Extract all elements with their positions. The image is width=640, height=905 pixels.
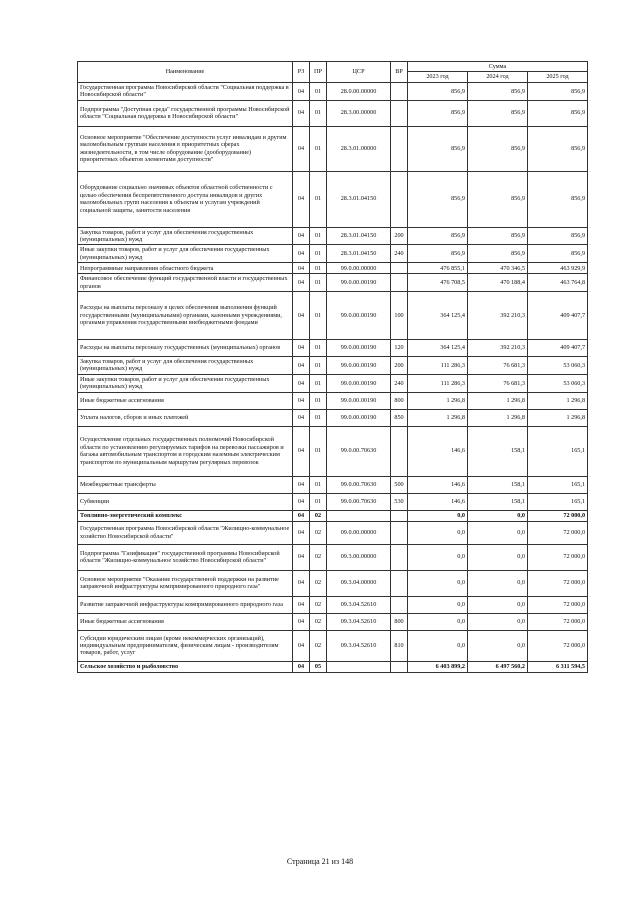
budget-table [77, 61, 588, 673]
table-row [78, 274, 588, 292]
budget-table-sheet [77, 61, 587, 673]
row-vr [391, 661, 408, 672]
row-value-2024: 856,9 [468, 227, 528, 245]
row-pr: 01 [310, 493, 327, 510]
row-rz: 04 [293, 409, 310, 426]
row-rz: 04 [293, 510, 310, 521]
row-csr: 09.3.04.52610 [327, 630, 391, 661]
row-value-2023: 6 403 899,2 [408, 661, 468, 672]
row-csr: 28.3.00.00000 [327, 100, 391, 126]
row-rz: 04 [293, 544, 310, 570]
row-pr: 02 [310, 521, 327, 544]
row-value-2023: 856,9 [408, 227, 468, 245]
row-pr: 02 [310, 596, 327, 613]
row-value-2024: 856,9 [468, 126, 528, 171]
row-csr: 28.0.00.00000 [327, 82, 391, 100]
row-value-2023: 1 296,8 [408, 392, 468, 409]
row-value-2024: 76 681,3 [468, 374, 528, 392]
table-row [78, 493, 588, 510]
row-value-2025: 72 000,0 [528, 544, 588, 570]
row-name: Иные закупки товаров, работ и услуг для обеспечения государственных (муниципальных) нужд [78, 245, 293, 263]
row-pr: 01 [310, 340, 327, 357]
row-vr [391, 171, 408, 227]
header-csr: ЦСР [327, 62, 391, 83]
row-name: Расходы на выплаты персоналу государственных (муниципальных) органов [78, 340, 293, 357]
row-pr: 01 [310, 274, 327, 292]
table-row [78, 476, 588, 493]
row-csr: 09.3.00.00000 [327, 544, 391, 570]
header-name: Наименование [78, 62, 293, 83]
row-pr: 01 [310, 392, 327, 409]
row-name: Подпрограмма "Газификация" государственной программы Новосибирской области "Жилищно-коммунальное хозяйство Новосибирской области" [78, 544, 293, 570]
row-rz: 04 [293, 292, 310, 340]
header-sum: Сумма [408, 62, 588, 72]
row-rz: 04 [293, 126, 310, 171]
table-row [78, 374, 588, 392]
row-value-2025: 856,9 [528, 227, 588, 245]
row-value-2025: 1 296,8 [528, 392, 588, 409]
row-csr: 28.3.01.00000 [327, 126, 391, 171]
table-row [78, 544, 588, 570]
row-value-2025: 409 407,7 [528, 340, 588, 357]
row-value-2025: 72 000,0 [528, 570, 588, 596]
row-csr [327, 510, 391, 521]
row-value-2024: 0,0 [468, 521, 528, 544]
row-csr: 09.3.04.52610 [327, 596, 391, 613]
row-value-2024: 1 296,8 [468, 409, 528, 426]
row-pr: 01 [310, 227, 327, 245]
row-csr: 09.3.04.00000 [327, 570, 391, 596]
row-pr: 01 [310, 82, 327, 100]
row-csr: 28.3.01.04150 [327, 171, 391, 227]
row-vr: 810 [391, 630, 408, 661]
row-value-2023: 111 286,3 [408, 357, 468, 375]
table-row [78, 570, 588, 596]
row-pr: 01 [310, 263, 327, 274]
row-vr [391, 263, 408, 274]
row-pr: 01 [310, 357, 327, 375]
row-value-2024: 76 681,3 [468, 357, 528, 375]
row-value-2023: 146,6 [408, 476, 468, 493]
row-csr: 99.0.00.70630 [327, 476, 391, 493]
row-pr: 01 [310, 292, 327, 340]
row-name: Сельское хозяйство и рыболовство [78, 661, 293, 672]
row-value-2025: 72 000,0 [528, 521, 588, 544]
row-rz: 04 [293, 100, 310, 126]
row-value-2023: 111 286,3 [408, 374, 468, 392]
row-rz: 04 [293, 245, 310, 263]
row-vr [391, 544, 408, 570]
table-row [78, 409, 588, 426]
row-name: Закупка товаров, работ и услуг для обеспечения государственных (муниципальных) нужд [78, 357, 293, 375]
row-value-2024: 158,1 [468, 426, 528, 476]
table-row [78, 426, 588, 476]
row-value-2024: 0,0 [468, 596, 528, 613]
row-value-2025: 53 060,3 [528, 357, 588, 375]
row-vr [391, 570, 408, 596]
row-pr: 02 [310, 570, 327, 596]
row-name: Расходы на выплаты персоналу в целях обеспечения выполнения функций государственными (муниципальными) органами, казенными учреждениями, органами управления государственными внебюджетными фондами [78, 292, 293, 340]
table-row [78, 613, 588, 630]
row-pr: 01 [310, 409, 327, 426]
row-pr: 02 [310, 630, 327, 661]
row-value-2023: 0,0 [408, 613, 468, 630]
row-rz: 04 [293, 661, 310, 672]
row-vr: 200 [391, 357, 408, 375]
row-value-2024: 392 210,3 [468, 292, 528, 340]
row-value-2024: 6 497 560,2 [468, 661, 528, 672]
table-row [78, 596, 588, 613]
header-year-2024: 2024 год [468, 72, 528, 82]
row-value-2023: 146,6 [408, 426, 468, 476]
row-vr: 120 [391, 340, 408, 357]
row-value-2024: 856,9 [468, 100, 528, 126]
row-name: Закупка товаров, работ и услуг для обеспечения государственных (муниципальных) нужд [78, 227, 293, 245]
row-csr: 99.0.00.00190 [327, 392, 391, 409]
header-rz: РЗ [293, 62, 310, 83]
row-pr: 02 [310, 510, 327, 521]
table-row [78, 227, 588, 245]
row-value-2024: 470 346,5 [468, 263, 528, 274]
row-vr: 530 [391, 493, 408, 510]
row-name: Осуществление отдельных государственных полномочий Новосибирской области по установлению регулируемых тарифов на перевозки пассажиров и багажа автомобильным транспортом и городским наземным электрическим транспортом по муниципальным маршрутам регулярных перевозок [78, 426, 293, 476]
row-vr [391, 426, 408, 476]
row-value-2025: 856,9 [528, 245, 588, 263]
row-value-2025: 856,9 [528, 126, 588, 171]
table-row [78, 263, 588, 274]
header-vr: ВР [391, 62, 408, 83]
row-value-2025: 856,9 [528, 171, 588, 227]
row-name: Непрограммные направления областного бюджета [78, 263, 293, 274]
row-rz: 04 [293, 521, 310, 544]
row-vr [391, 100, 408, 126]
row-value-2025: 1 296,8 [528, 409, 588, 426]
row-pr: 01 [310, 374, 327, 392]
row-value-2023: 476 855,1 [408, 263, 468, 274]
row-value-2025: 409 407,7 [528, 292, 588, 340]
row-value-2025: 856,9 [528, 82, 588, 100]
table-row [78, 510, 588, 521]
row-csr: 99.0.00.00190 [327, 409, 391, 426]
row-vr [391, 510, 408, 521]
row-value-2023: 0,0 [408, 570, 468, 596]
row-rz: 04 [293, 82, 310, 100]
row-rz: 04 [293, 274, 310, 292]
row-vr [391, 274, 408, 292]
row-vr: 240 [391, 245, 408, 263]
row-value-2025: 6 311 594,5 [528, 661, 588, 672]
row-vr: 240 [391, 374, 408, 392]
row-name: Субсидии юридическим лицам (кроме некоммерческих организаций), индивидуальным предпринимателям, физическим лицам - производителям товаров, работ, услуг [78, 630, 293, 661]
row-value-2024: 392 210,3 [468, 340, 528, 357]
header-year-2023: 2023 год [408, 72, 468, 82]
page-number: Страница 21 из 148 [286, 857, 354, 866]
row-pr: 01 [310, 100, 327, 126]
row-value-2024: 856,9 [468, 82, 528, 100]
row-value-2025: 53 060,3 [528, 374, 588, 392]
row-name: Межбюджетные трансферты [78, 476, 293, 493]
row-value-2023: 364 125,4 [408, 340, 468, 357]
table-row [78, 392, 588, 409]
row-rz: 04 [293, 596, 310, 613]
row-name: Уплата налогов, сборов и иных платежей [78, 409, 293, 426]
row-value-2024: 0,0 [468, 613, 528, 630]
row-csr: 99.0.00.00190 [327, 374, 391, 392]
row-name: Основное мероприятие "Оказание государственной поддержки на развитие заправочной инфраструктуры компримированного природного газа" [78, 570, 293, 596]
row-csr: 99.0.00.00190 [327, 292, 391, 340]
row-rz: 04 [293, 630, 310, 661]
row-name: Субвенции [78, 493, 293, 510]
row-value-2025: 463 929,9 [528, 263, 588, 274]
row-name: Иные закупки товаров, работ и услуг для обеспечения государственных (муниципальных) нужд [78, 374, 293, 392]
row-rz: 04 [293, 392, 310, 409]
row-rz: 04 [293, 340, 310, 357]
row-csr: 28.3.01.04150 [327, 245, 391, 263]
row-value-2023: 146,6 [408, 493, 468, 510]
row-rz: 04 [293, 171, 310, 227]
row-value-2024: 1 296,8 [468, 392, 528, 409]
table-row [78, 661, 588, 672]
table-row [78, 245, 588, 263]
row-pr: 01 [310, 476, 327, 493]
row-name: Оборудование социально значимых объектов областной собственности с целью обеспечения беспрепятственного доступа инвалидов и других маломобильных групп населения к объектам и услугам учреждений социальной защиты, занятости населения [78, 171, 293, 227]
row-name: Государственная программа Новосибирской области "Социальная поддержка в Новосибирской области" [78, 82, 293, 100]
row-name: Финансовое обеспечение функций государственной власти и государственных органов [78, 274, 293, 292]
row-name: Основное мероприятие "Обеспечение доступности услуг инвалидам и другим маломобильным группам населения в приоритетных сферах жизнедеятельности, в том числе оборудование (дооборудование) приоритетных объектов элементами доступности" [78, 126, 293, 171]
row-value-2024: 856,9 [468, 171, 528, 227]
row-value-2023: 0,0 [408, 544, 468, 570]
row-value-2025: 463 764,8 [528, 274, 588, 292]
row-rz: 04 [293, 476, 310, 493]
row-value-2025: 72 000,0 [528, 630, 588, 661]
row-name: Развитие заправочной инфраструктуры компримированного природного газа [78, 596, 293, 613]
row-name: Иные бюджетные ассигнования [78, 613, 293, 630]
row-rz: 04 [293, 613, 310, 630]
row-value-2023: 0,0 [408, 510, 468, 521]
table-row [78, 521, 588, 544]
row-name: Подпрограмма "Доступная среда" государственной программы Новосибирской области "Социальная поддержка в Новосибирской области" [78, 100, 293, 126]
row-csr: 99.0.00.00190 [327, 274, 391, 292]
table-row [78, 100, 588, 126]
row-csr: 09.3.04.52610 [327, 613, 391, 630]
row-value-2023: 856,9 [408, 245, 468, 263]
row-rz: 04 [293, 374, 310, 392]
table-row [78, 292, 588, 340]
row-value-2024: 470 188,4 [468, 274, 528, 292]
row-csr: 99.0.00.00190 [327, 340, 391, 357]
row-vr: 850 [391, 409, 408, 426]
table-row [78, 126, 588, 171]
row-pr: 02 [310, 613, 327, 630]
row-value-2023: 856,9 [408, 126, 468, 171]
row-value-2024: 0,0 [468, 630, 528, 661]
row-name: Государственная программа Новосибирской области "Жилищно-коммунальное хозяйство Новосибирской области" [78, 521, 293, 544]
row-rz: 04 [293, 426, 310, 476]
row-value-2025: 856,9 [528, 100, 588, 126]
row-value-2023: 0,0 [408, 630, 468, 661]
row-value-2025: 165,1 [528, 426, 588, 476]
table-row [78, 171, 588, 227]
table-row [78, 630, 588, 661]
row-value-2023: 856,9 [408, 100, 468, 126]
row-value-2023: 476 708,5 [408, 274, 468, 292]
row-csr: 09.0.00.00000 [327, 521, 391, 544]
row-value-2024: 0,0 [468, 570, 528, 596]
row-value-2025: 72 000,0 [528, 510, 588, 521]
row-value-2023: 0,0 [408, 521, 468, 544]
row-value-2025: 72 000,0 [528, 596, 588, 613]
row-rz: 04 [293, 263, 310, 274]
row-value-2024: 158,1 [468, 476, 528, 493]
row-value-2024: 0,0 [468, 510, 528, 521]
row-value-2023: 856,9 [408, 171, 468, 227]
row-pr: 01 [310, 126, 327, 171]
row-vr [391, 126, 408, 171]
row-value-2023: 856,9 [408, 82, 468, 100]
row-pr: 01 [310, 171, 327, 227]
row-vr: 500 [391, 476, 408, 493]
row-value-2024: 856,9 [468, 245, 528, 263]
row-value-2025: 72 000,0 [528, 613, 588, 630]
row-rz: 04 [293, 493, 310, 510]
header-pr: ПР [310, 62, 327, 83]
row-value-2023: 1 296,8 [408, 409, 468, 426]
row-value-2025: 165,1 [528, 476, 588, 493]
row-value-2024: 158,1 [468, 493, 528, 510]
row-vr: 200 [391, 227, 408, 245]
row-vr: 100 [391, 292, 408, 340]
row-value-2023: 364 125,4 [408, 292, 468, 340]
row-csr: 28.3.01.04150 [327, 227, 391, 245]
table-row [78, 357, 588, 375]
table-row [78, 82, 588, 100]
row-name: Иные бюджетные ассигнования [78, 392, 293, 409]
row-csr: 99.0.00.70630 [327, 493, 391, 510]
row-csr: 99.0.00.00190 [327, 357, 391, 375]
row-vr: 800 [391, 613, 408, 630]
row-vr: 800 [391, 392, 408, 409]
row-csr: 99.0.00.00000 [327, 263, 391, 274]
row-rz: 04 [293, 227, 310, 245]
row-vr [391, 521, 408, 544]
row-vr [391, 596, 408, 613]
table-body [78, 82, 588, 672]
row-pr: 01 [310, 245, 327, 263]
row-pr: 02 [310, 544, 327, 570]
table-row [78, 340, 588, 357]
header-year-2025: 2025 год [528, 72, 588, 82]
header-row-1 [78, 62, 588, 72]
row-value-2025: 165,1 [528, 493, 588, 510]
row-rz: 04 [293, 570, 310, 596]
row-pr: 01 [310, 426, 327, 476]
row-rz: 04 [293, 357, 310, 375]
row-value-2023: 0,0 [408, 596, 468, 613]
row-csr: 99.0.00.70630 [327, 426, 391, 476]
row-csr [327, 661, 391, 672]
row-vr [391, 82, 408, 100]
row-pr: 05 [310, 661, 327, 672]
row-name: Топливно-энергетический комплекс [78, 510, 293, 521]
row-value-2024: 0,0 [468, 544, 528, 570]
